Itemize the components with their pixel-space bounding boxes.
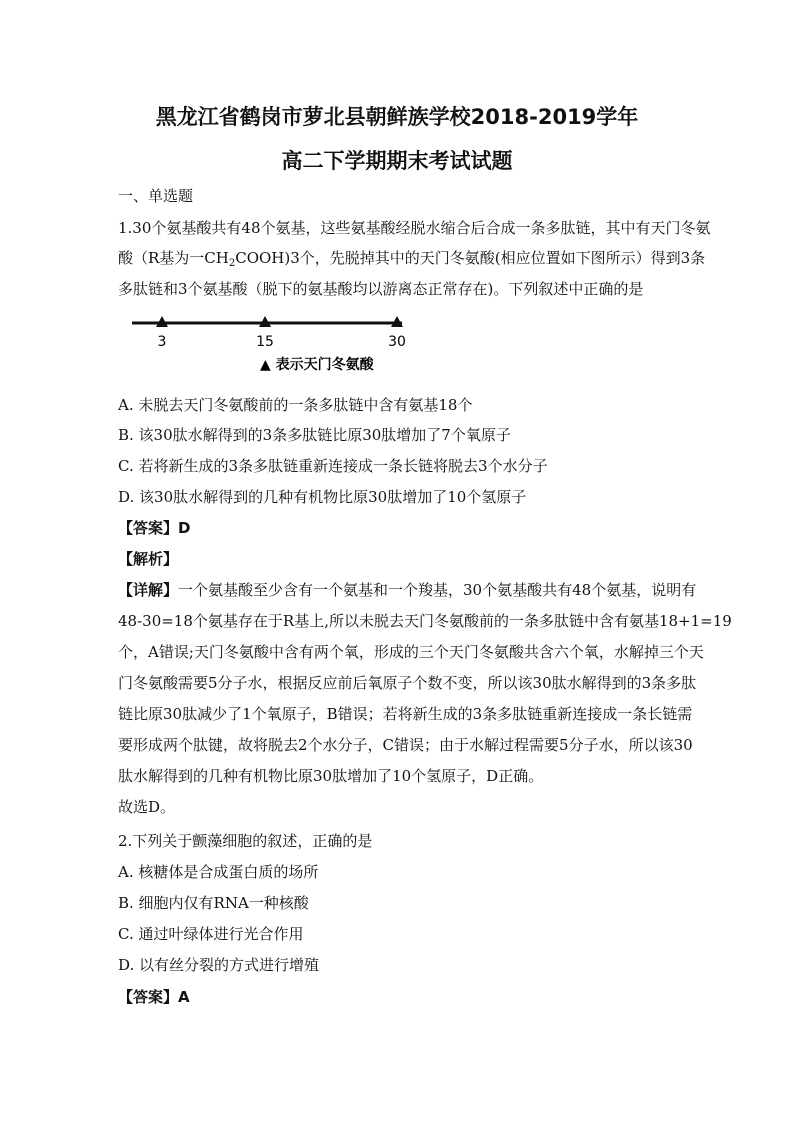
q1-answer: 【答案】D xyxy=(118,519,191,537)
q1-detail-line1 xyxy=(118,580,697,600)
q1-option-d: D. 该30肽水解得到的几种有机物比原30肽增加了10个氢原子 xyxy=(118,488,527,506)
document-title-line2: 高二下学期期末考试试题 xyxy=(281,149,513,173)
q1-detail-text: 一个氨基酸至少含有一个氨基和一个羧基，30个氨基酸共有48个氨基，说明有 xyxy=(178,581,697,599)
q1-stem-subscript: 2 xyxy=(228,258,236,269)
q2-option-a: A. 核糖体是合成蛋白质的场所 xyxy=(118,863,319,881)
q1-detail-line4: 门冬氨酸需要5分子水，根据反应前后氧原子个数不变，所以该30肽水解得到的3条多肽 xyxy=(118,674,697,692)
q1-detail-line6: 要形成两个肽键，故将脱去2个水分子，C错误；由于水解过程需要5分子水，所以该30 xyxy=(118,736,693,754)
q1-option-b: B. 该30肽水解得到的3条多肽链比原30肽增加了7个氧原子 xyxy=(118,426,511,444)
section-heading: 一、单选题 xyxy=(118,187,194,205)
q2-stem: 2.下列关于颤藻细胞的叙述，正确的是 xyxy=(118,832,373,850)
q1-stem-line2a: 酸（R基为一CH xyxy=(118,249,229,267)
q2-answer: 【答案】A xyxy=(118,988,190,1006)
q1-detail-line7: 肽水解得到的几种有机物比原30肽增加了10个氢原子，D正确。 xyxy=(118,767,544,785)
q1-option-a: A. 未脱去天门冬氨酸前的一条多肽链中含有氨基18个 xyxy=(118,396,473,414)
q1-detail-line5: 链比原30肽减少了1个氧原子，B错误；若将新生成的3条多肽链重新连接成一条长链需 xyxy=(118,705,693,723)
q1-detail-line2: 48-30=18个氨基存在于R基上,所以未脱去天门冬氨酸前的一条多肽链中含有氨基18+1=19 xyxy=(118,612,732,630)
q1-stem-line3: 多肽链和3个氨基酸（脱下的氨基酸均以游离态正常存在)。下列叙述中正确的是 xyxy=(118,280,644,298)
q2-option-c: C. 通过叶绿体进行光合作用 xyxy=(118,925,304,943)
q1-conclusion: 故选D。 xyxy=(118,798,176,816)
q1-option-c: C. 若将新生成的3条多肽链重新连接成一条长链将脱去3个水分子 xyxy=(118,457,548,475)
q1-stem-line2b: COOH)3个，先脱掉其中的天门冬氨酸(相应位置如下图所示）得到3条 xyxy=(235,249,706,267)
q1-analysis-label: 【解析】 xyxy=(118,550,179,568)
diagram-legend: ▲ 表示天门冬氨酸 xyxy=(260,357,374,373)
peptide-chain-diagram xyxy=(130,312,420,376)
q1-detail-line3: 个，A错误;天门冬氨酸中含有两个氧，形成的三个天门冬氨酸共含六个氧，水解掉三个天 xyxy=(118,643,704,661)
position-label-15: 15 xyxy=(256,334,274,350)
position-label-30: 30 xyxy=(388,334,406,350)
position-label-3: 3 xyxy=(157,334,167,350)
q1-stem-line2 xyxy=(118,248,706,269)
document-title-line1: 黑龙江省鹤岗市萝北县朝鲜族学校2018-2019学年 xyxy=(155,105,639,129)
q1-detail-tag: 【详解】 xyxy=(118,581,179,599)
q2-option-b: B. 细胞内仅有RNA一种核酸 xyxy=(118,894,309,912)
q2-option-d: D. 以有丝分裂的方式进行增殖 xyxy=(118,956,320,974)
q1-stem-line1: 1.30个氨基酸共有48个氨基，这些氨基酸经脱水缩合后合成一条多肽链，其中有天门冬氨 xyxy=(118,219,711,237)
